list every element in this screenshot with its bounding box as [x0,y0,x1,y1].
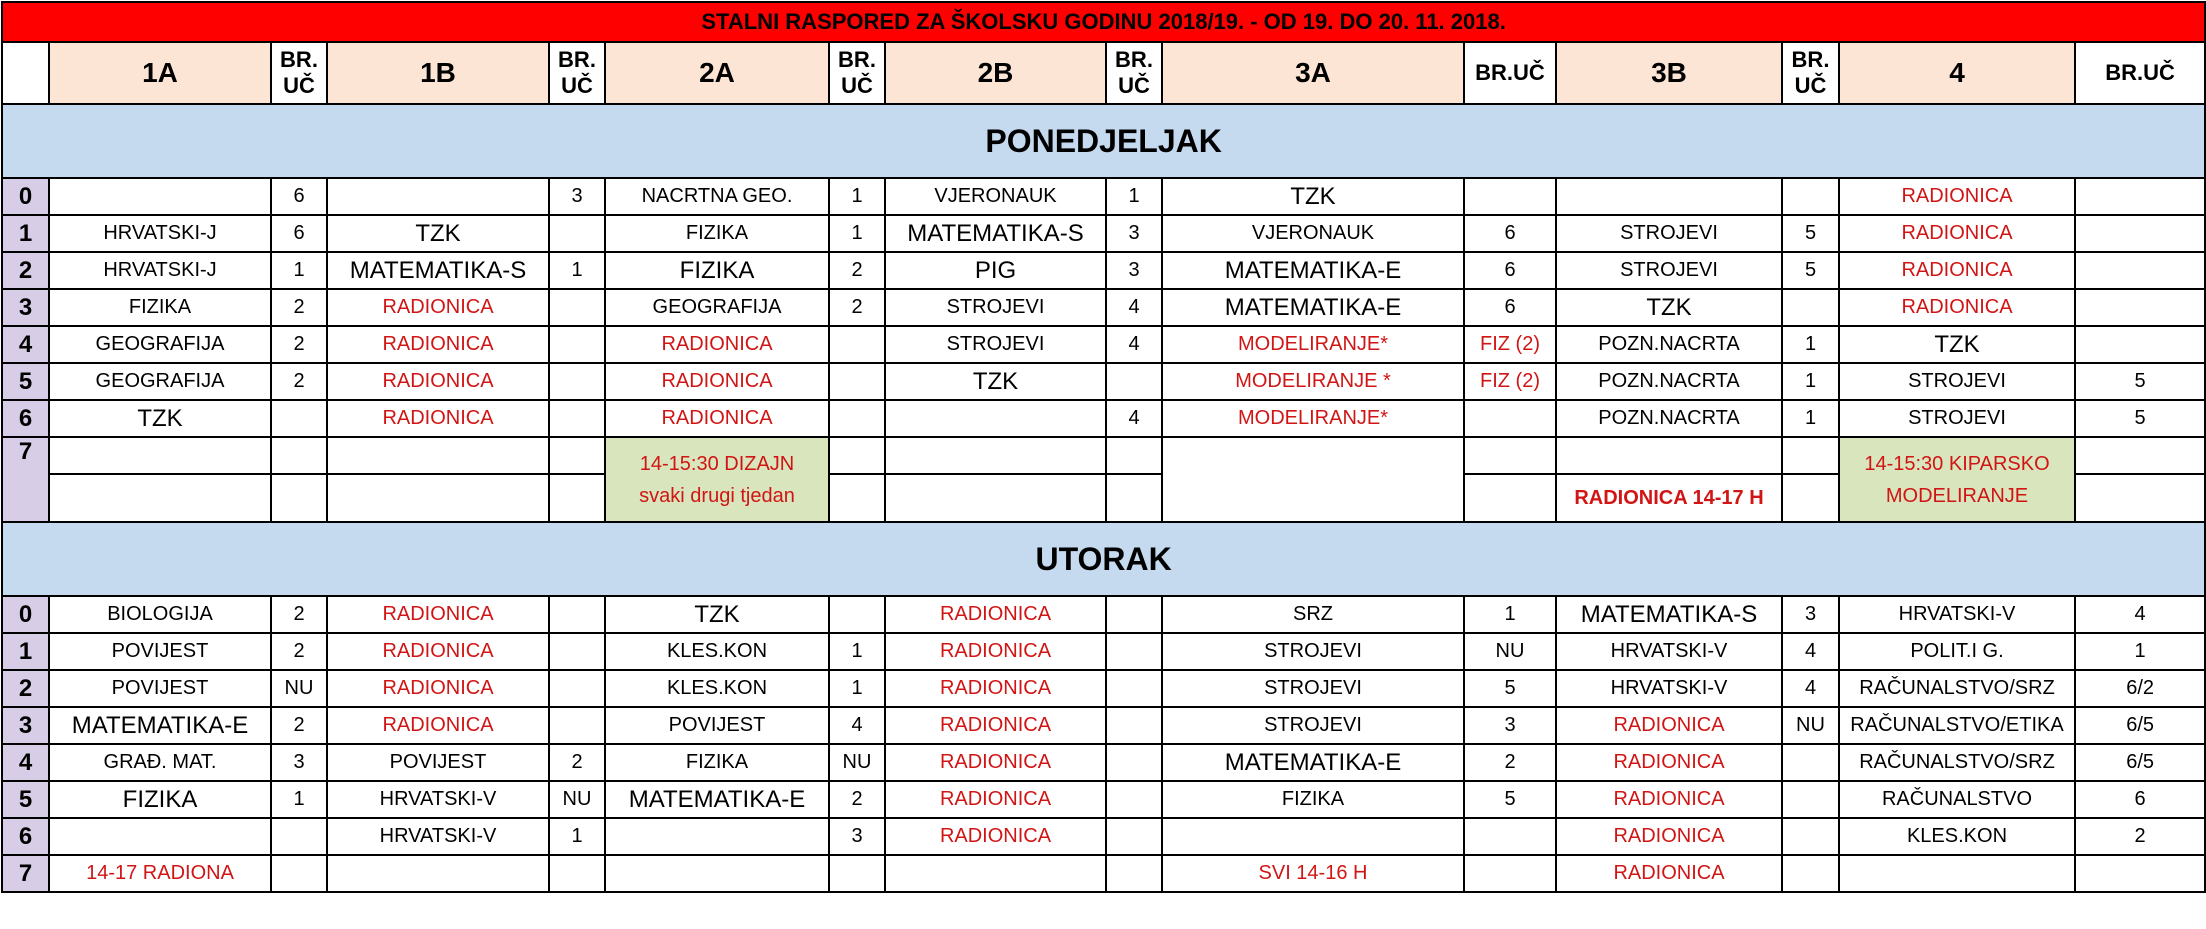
teacher-count-cell: 2 [271,633,327,670]
teacher-count-cell: 5 [1782,252,1839,289]
teacher-count-cell: 6/2 [2075,670,2205,707]
subject-cell: POVIJEST [327,744,549,781]
subject-cell: RAČUNALSTVO/ETIKA [1839,707,2075,744]
dizajn-note-line: svaki drugi tjedan [639,484,795,507]
teacher-count-cell: 5 [2075,400,2205,437]
teacher-count-cell: 6 [271,178,327,215]
empty-cell [1782,437,1839,474]
empty-cell [829,437,885,474]
teacher-count-cell [2075,215,2205,252]
teacher-count-cell: NU [1782,707,1839,744]
teacher-count-cell: 2 [271,707,327,744]
empty-cell [1106,474,1162,522]
period-number: 7 [2,855,49,892]
subject-cell [885,855,1106,892]
teacher-count-cell [549,289,605,326]
subject-cell [1162,818,1464,855]
teacher-count-cell: 1 [2075,633,2205,670]
subject-cell: RADIONICA [1839,289,2075,326]
period-number: 2 [2,670,49,707]
teacher-count-cell [829,855,885,892]
subject-cell: RADIONICA [1839,215,2075,252]
teacher-count-cell: 6 [1464,215,1556,252]
empty-cell [49,437,271,474]
schedule-title: STALNI RASPORED ZA ŠKOLSKU GODINU 2018/19. - OD 19. DO 20. 11. 2018. [2,2,2205,42]
teacher-count-cell [271,400,327,437]
subject-cell: STROJEVI [1162,707,1464,744]
teacher-count-cell [1106,363,1162,400]
teacher-count-cell [1782,781,1839,818]
period-row [2,400,2205,437]
br-uc-header: BR. UČ [549,42,605,104]
teacher-count-cell: 6 [1464,289,1556,326]
subject-cell: BIOLOGIJA [49,596,271,633]
subject-cell [1839,855,2075,892]
period-number: 5 [2,363,49,400]
teacher-count-cell: 4 [1106,326,1162,363]
class-header-2a: 2A [605,42,829,104]
class-header-4: 4 [1839,42,2075,104]
period-number: 1 [2,633,49,670]
teacher-count-cell: 2 [829,781,885,818]
period-row [2,596,2205,633]
teacher-count-cell: 5 [1464,670,1556,707]
period-number: 6 [2,818,49,855]
period-row [2,855,2205,892]
subject-cell: NACRTNA GEO. [605,178,829,215]
subject-cell: RADIONICA [885,818,1106,855]
subject-cell: FIZIKA [605,744,829,781]
period-number: 1 [2,215,49,252]
teacher-count-cell [1106,744,1162,781]
subject-cell: MATEMATIKA-S [885,215,1106,252]
empty-cell [549,437,605,474]
subject-cell: SRZ [1162,596,1464,633]
empty-cell [549,474,605,522]
period-row [2,215,2205,252]
subject-cell [327,178,549,215]
day-name: PONEDJELJAK [2,104,2205,178]
teacher-count-cell: 4 [2075,596,2205,633]
period-row [2,289,2205,326]
teacher-count-cell: 5 [1464,781,1556,818]
teacher-count-cell: 1 [271,252,327,289]
period-number: 0 [2,596,49,633]
period-number: 6 [2,400,49,437]
teacher-count-cell [2075,326,2205,363]
teacher-count-cell: 6/5 [2075,744,2205,781]
subject-cell: SVI 14-16 H [1162,855,1464,892]
subject-cell: PIG [885,252,1106,289]
subject-cell: STROJEVI [1162,633,1464,670]
subject-cell: RADIONICA [1839,252,2075,289]
teacher-count-cell: 1 [829,178,885,215]
teacher-count-cell: 2 [2075,818,2205,855]
teacher-count-cell: NU [1464,633,1556,670]
teacher-count-cell: 2 [271,326,327,363]
teacher-count-cell: 1 [549,252,605,289]
subject-cell: GEOGRAFIJA [49,326,271,363]
empty-cell [1464,437,1556,474]
subject-cell: RADIONICA [1556,781,1782,818]
subject-cell: RAČUNALSTVO/SRZ [1839,670,2075,707]
teacher-count-cell [829,400,885,437]
teacher-count-cell: 3 [829,818,885,855]
teacher-count-cell: 1 [829,633,885,670]
subject-cell: POVIJEST [49,670,271,707]
subject-cell: RADIONICA [1556,744,1782,781]
subject-cell: RADIONICA [605,363,829,400]
subject-cell: MATEMATIKA-E [1162,252,1464,289]
teacher-count-cell: FIZ (2) [1464,363,1556,400]
subject-cell: RADIONICA [327,596,549,633]
subject-cell: TZK [605,596,829,633]
empty-cell [885,437,1106,474]
empty-cell [327,474,549,522]
empty-cell [49,474,271,522]
teacher-count-cell [1106,633,1162,670]
subject-cell: GEOGRAFIJA [49,363,271,400]
period-row [2,633,2205,670]
period-row [2,252,2205,289]
schedule-table [1,1,2206,893]
teacher-count-cell [1464,818,1556,855]
teacher-count-cell [1106,781,1162,818]
subject-cell: RADIONICA [1556,818,1782,855]
day-name: UTORAK [2,522,2205,596]
subject-cell: VJERONAUK [885,178,1106,215]
teacher-count-cell: 1 [1464,596,1556,633]
subject-cell: RADIONICA [1556,707,1782,744]
br-uc-header: BR. UČ [271,42,327,104]
teacher-count-cell: 1 [549,818,605,855]
empty-cell [1464,474,1556,522]
subject-cell: RAČUNALSTVO/SRZ [1839,744,2075,781]
subject-cell: FIZIKA [605,252,829,289]
teacher-count-cell: 2 [271,596,327,633]
day-header-row [2,522,2205,596]
subject-cell: RADIONICA [327,326,549,363]
period-row [2,670,2205,707]
teacher-count-cell [549,326,605,363]
br-uc-header: BR.UČ [2075,42,2205,104]
subject-cell: FIZIKA [49,289,271,326]
subject-cell: RADIONICA [885,670,1106,707]
subject-cell: RADIONICA [885,633,1106,670]
subject-cell: RADIONICA [327,289,549,326]
teacher-count-cell [1106,855,1162,892]
subject-cell: RADIONICA [885,744,1106,781]
subject-cell: POZN.NACRTA [1556,326,1782,363]
teacher-count-cell: 3 [1106,252,1162,289]
br-uc-header: BR.UČ [1464,42,1556,104]
teacher-count-cell [549,596,605,633]
class-header-row [2,42,2205,104]
period-row [2,744,2205,781]
teacher-count-cell: 4 [829,707,885,744]
subject-cell: RADIONICA [605,326,829,363]
teacher-count-cell: 4 [1782,670,1839,707]
subject-cell: MODELIRANJE* [1162,326,1464,363]
teacher-count-cell [549,400,605,437]
subject-cell: MATEMATIKA-E [49,707,271,744]
teacher-count-cell [2075,178,2205,215]
dizajn-note [605,437,829,522]
subject-cell: HRVATSKI-J [49,252,271,289]
teacher-count-cell: 6 [1464,252,1556,289]
br-uc-header: BR. UČ [1106,42,1162,104]
subject-cell: RADIONICA [885,596,1106,633]
subject-cell: FIZIKA [49,781,271,818]
day-header-row [2,104,2205,178]
subject-cell [49,178,271,215]
subject-cell: RADIONICA [885,707,1106,744]
kiparsko-note-line: 14-15:30 KIPARSKO [1864,452,2050,475]
subject-cell: RADIONICA [1839,178,2075,215]
teacher-count-cell: 2 [271,363,327,400]
subject-cell: STROJEVI [885,326,1106,363]
teacher-count-cell [549,215,605,252]
radionica-note: RADIONICA 14-17 H [1556,474,1782,522]
subject-cell: HRVATSKI-V [327,781,549,818]
subject-cell: KLES.KON [605,633,829,670]
teacher-count-cell [1782,744,1839,781]
teacher-count-cell [549,633,605,670]
period-number: 4 [2,744,49,781]
teacher-count-cell: 2 [271,289,327,326]
teacher-count-cell: 2 [549,744,605,781]
empty-cell [271,474,327,522]
subject-cell: POZN.NACRTA [1556,363,1782,400]
period-number: 4 [2,326,49,363]
empty-cell [2075,474,2205,522]
teacher-count-cell [1782,818,1839,855]
teacher-count-cell [2075,289,2205,326]
period-number: 3 [2,707,49,744]
subject-cell: TZK [327,215,549,252]
subject-cell: POLIT.I G. [1839,633,2075,670]
teacher-count-cell: 6/5 [2075,707,2205,744]
subject-cell: MATEMATIKA-S [327,252,549,289]
teacher-count-cell: NU [829,744,885,781]
period-number: 5 [2,781,49,818]
period-row [2,707,2205,744]
kiparsko-note [1839,437,2075,522]
period-number: 7 [2,437,49,522]
teacher-count-cell: 6 [2075,781,2205,818]
subject-cell: KLES.KON [605,670,829,707]
period-row [2,818,2205,855]
class-header-2b: 2B [885,42,1106,104]
subject-cell: RADIONICA [327,670,549,707]
teacher-count-cell: 3 [1106,215,1162,252]
teacher-count-cell [1782,289,1839,326]
teacher-count-cell [1106,818,1162,855]
br-uc-header: BR. UČ [1782,42,1839,104]
period-header [2,42,49,104]
period-row [2,781,2205,818]
subject-cell: RADIONICA [327,363,549,400]
subject-cell: RADIONICA [1556,855,1782,892]
teacher-count-cell: NU [549,781,605,818]
title-row [2,2,2205,42]
empty-cell [885,474,1106,522]
empty-cell [271,437,327,474]
teacher-count-cell [1464,178,1556,215]
subject-cell: HRVATSKI-V [327,818,549,855]
subject-cell [327,855,549,892]
teacher-count-cell [2075,252,2205,289]
subject-cell: 14-17 RADIONA [49,855,271,892]
period-row [2,363,2205,400]
subject-cell: MATEMATIKA-E [605,781,829,818]
teacher-count-cell: 3 [549,178,605,215]
subject-cell: GEOGRAFIJA [605,289,829,326]
subject-cell: RADIONICA [885,781,1106,818]
subject-cell: POVIJEST [605,707,829,744]
subject-cell: RAČUNALSTVO [1839,781,2075,818]
class-header-3b: 3B [1556,42,1782,104]
period-number: 2 [2,252,49,289]
class-header-3a: 3A [1162,42,1464,104]
class-header-1b: 1B [327,42,549,104]
teacher-count-cell [1106,707,1162,744]
teacher-count-cell: 1 [1106,178,1162,215]
teacher-count-cell: 2 [1464,744,1556,781]
subject-cell: TZK [885,363,1106,400]
teacher-count-cell: 2 [829,252,885,289]
teacher-count-cell [549,363,605,400]
subject-cell: TZK [49,400,271,437]
subject-cell [885,400,1106,437]
br-uc-header: BR. UČ [829,42,885,104]
teacher-count-cell [829,596,885,633]
teacher-count-cell: 5 [1782,215,1839,252]
teacher-count-cell: 3 [1782,596,1839,633]
subject-cell: STROJEVI [885,289,1106,326]
subject-cell: STROJEVI [1556,215,1782,252]
subject-cell: MATEMATIKA-E [1162,744,1464,781]
subject-cell: MODELIRANJE * [1162,363,1464,400]
subject-cell: KLES.KON [1839,818,2075,855]
subject-cell: STROJEVI [1839,363,2075,400]
teacher-count-cell [1464,855,1556,892]
period-row [2,178,2205,215]
subject-cell: HRVATSKI-J [49,215,271,252]
period-row [2,326,2205,363]
empty-cell [327,437,549,474]
teacher-count-cell [1782,855,1839,892]
subject-cell: MODELIRANJE* [1162,400,1464,437]
subject-cell [605,855,829,892]
teacher-count-cell: 1 [829,670,885,707]
teacher-count-cell [1782,178,1839,215]
teacher-count-cell: 4 [1782,633,1839,670]
teacher-count-cell: 5 [2075,363,2205,400]
teacher-count-cell: 3 [1464,707,1556,744]
teacher-count-cell [829,363,885,400]
period-number: 3 [2,289,49,326]
subject-cell: HRVATSKI-V [1556,633,1782,670]
period-row [2,437,2205,474]
teacher-count-cell: 3 [271,744,327,781]
subject-cell: FIZIKA [605,215,829,252]
teacher-count-cell: NU [271,670,327,707]
teacher-count-cell [549,855,605,892]
empty-cell [1162,437,1464,522]
teacher-count-cell: 6 [271,215,327,252]
subject-cell: RADIONICA [605,400,829,437]
subject-cell: RADIONICA [327,707,549,744]
subject-cell: HRVATSKI-V [1556,670,1782,707]
subject-cell: STROJEVI [1839,400,2075,437]
empty-cell [829,474,885,522]
empty-cell [1556,437,1782,474]
kiparsko-note-line: MODELIRANJE [1885,484,2029,507]
empty-cell [1782,474,1839,522]
teacher-count-cell [1106,596,1162,633]
subject-cell: TZK [1162,178,1464,215]
subject-cell: MATEMATIKA-S [1556,596,1782,633]
teacher-count-cell [549,670,605,707]
empty-cell [2075,437,2205,474]
subject-cell: RADIONICA [327,633,549,670]
subject-cell [605,818,829,855]
subject-cell: TZK [1839,326,2075,363]
subject-cell: MATEMATIKA-E [1162,289,1464,326]
teacher-count-cell: 1 [1782,400,1839,437]
dizajn-note-line: 14-15:30 DIZAJN [639,452,795,475]
subject-cell [1556,178,1782,215]
subject-cell: VJERONAUK [1162,215,1464,252]
subject-cell [49,818,271,855]
teacher-count-cell [1464,400,1556,437]
teacher-count-cell [271,818,327,855]
subject-cell: STROJEVI [1162,670,1464,707]
empty-cell [1106,437,1162,474]
teacher-count-cell: FIZ (2) [1464,326,1556,363]
teacher-count-cell: 1 [1782,363,1839,400]
teacher-count-cell: 1 [271,781,327,818]
teacher-count-cell: 2 [829,289,885,326]
teacher-count-cell [2075,855,2205,892]
period-number: 0 [2,178,49,215]
subject-cell: GRAĐ. MAT. [49,744,271,781]
subject-cell: RADIONICA [327,400,549,437]
teacher-count-cell [1106,670,1162,707]
teacher-count-cell: 1 [1782,326,1839,363]
teacher-count-cell [829,326,885,363]
subject-cell: FIZIKA [1162,781,1464,818]
teacher-count-cell [271,855,327,892]
teacher-count-cell: 4 [1106,400,1162,437]
subject-cell: STROJEVI [1556,252,1782,289]
teacher-count-cell: 4 [1106,289,1162,326]
teacher-count-cell: 1 [829,215,885,252]
subject-cell: HRVATSKI-V [1839,596,2075,633]
class-header-1a: 1A [49,42,271,104]
subject-cell: POZN.NACRTA [1556,400,1782,437]
subject-cell: POVIJEST [49,633,271,670]
teacher-count-cell [549,707,605,744]
subject-cell: TZK [1556,289,1782,326]
